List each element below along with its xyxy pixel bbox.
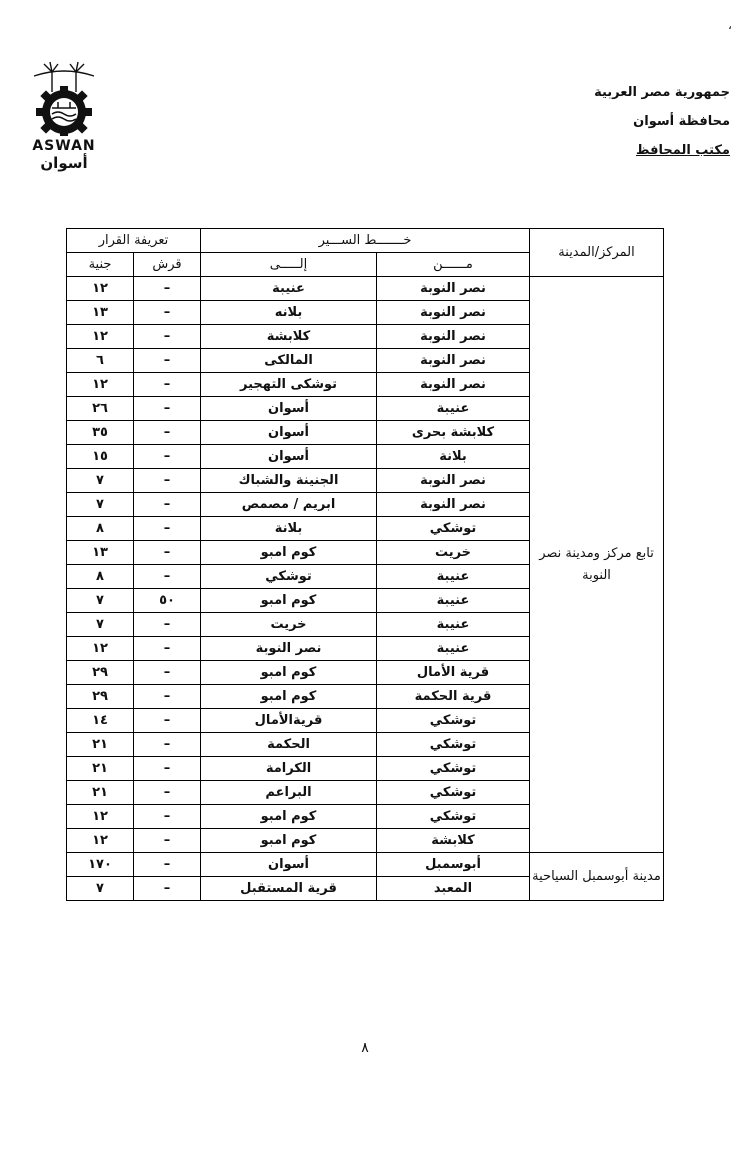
region-header: المركز/المدينة	[530, 229, 664, 277]
from-cell: عنيبة	[377, 397, 530, 421]
pounds-cell: ٢١	[67, 781, 134, 805]
pounds-cell: ١٢	[67, 805, 134, 829]
piastres-cell: –	[134, 877, 201, 901]
corner-mark: ،	[728, 18, 732, 32]
pounds-cell: ١٥	[67, 445, 134, 469]
pounds-cell: ١٤	[67, 709, 134, 733]
to-cell: كوم امبو	[201, 685, 377, 709]
piastres-cell: –	[134, 685, 201, 709]
from-cell: توشكي	[377, 733, 530, 757]
from-cell: توشكي	[377, 517, 530, 541]
piastres-cell: –	[134, 613, 201, 637]
to-cell: البراعم	[201, 781, 377, 805]
to-cell: كلابشة	[201, 325, 377, 349]
piastres-cell: –	[134, 349, 201, 373]
to-cell: أسوان	[201, 445, 377, 469]
piastres-cell: –	[134, 853, 201, 877]
pounds-cell: ١٣	[67, 301, 134, 325]
from-cell: توشكي	[377, 709, 530, 733]
piastres-cell: –	[134, 277, 201, 301]
from-cell: عنيبة	[377, 637, 530, 661]
pounds-cell: ٧	[67, 493, 134, 517]
from-cell: توشكي	[377, 805, 530, 829]
pounds-cell: ٢١	[67, 757, 134, 781]
to-cell: توشكي	[201, 565, 377, 589]
pounds-cell: ٧	[67, 613, 134, 637]
piastres-cell: –	[134, 733, 201, 757]
from-cell: نصر النوبة	[377, 325, 530, 349]
piastres-header: قرش	[134, 253, 201, 277]
to-cell: الحكمة	[201, 733, 377, 757]
office-label: مكتب المحافظ	[636, 143, 730, 158]
region-cell: مدينة أبوسمبل السياحية	[530, 853, 664, 901]
table-body	[67, 277, 664, 901]
pounds-cell: ٢٦	[67, 397, 134, 421]
pounds-cell: ٦	[67, 349, 134, 373]
document-header	[594, 78, 730, 165]
to-header: إلـــــى	[201, 253, 377, 277]
to-cell: عنيبة	[201, 277, 377, 301]
table-row	[67, 277, 664, 301]
to-cell: خريت	[201, 613, 377, 637]
from-cell: كلابشة	[377, 829, 530, 853]
to-cell: بلانه	[201, 301, 377, 325]
from-cell: توشكي	[377, 757, 530, 781]
pounds-cell: ٧	[67, 877, 134, 901]
to-cell: قرية المستقبل	[201, 877, 377, 901]
to-cell: كوم امبو	[201, 829, 377, 853]
pounds-cell: ٧	[67, 469, 134, 493]
from-cell: نصر النوبة	[377, 349, 530, 373]
piastres-cell: –	[134, 493, 201, 517]
from-cell: المعبد	[377, 877, 530, 901]
page-number: ٨	[361, 1040, 369, 1056]
pounds-cell: ٢١	[67, 733, 134, 757]
from-cell: نصر النوبة	[377, 301, 530, 325]
route-header: خـــــــط الســـير	[201, 229, 530, 253]
to-cell: أسوان	[201, 397, 377, 421]
to-cell: كوم امبو	[201, 541, 377, 565]
piastres-cell: –	[134, 469, 201, 493]
to-cell: كوم امبو	[201, 589, 377, 613]
from-header: مــــــن	[377, 253, 530, 277]
piastres-cell: –	[134, 445, 201, 469]
from-cell: بلانة	[377, 445, 530, 469]
pounds-cell: ١٢	[67, 277, 134, 301]
aswan-logo	[14, 58, 114, 176]
to-cell: توشكى التهجير	[201, 373, 377, 397]
pounds-cell: ١٧٠	[67, 853, 134, 877]
piastres-cell: –	[134, 805, 201, 829]
piastres-cell: –	[134, 637, 201, 661]
piastres-cell: –	[134, 781, 201, 805]
from-cell: نصر النوبة	[377, 373, 530, 397]
pounds-cell: ٨	[67, 565, 134, 589]
to-cell: كوم امبو	[201, 805, 377, 829]
region-cell: تابع مركز ومدينة نصر النوبة	[530, 277, 664, 853]
from-cell: عنيبة	[377, 565, 530, 589]
piastres-cell: –	[134, 301, 201, 325]
to-cell: ابريم / مصمص	[201, 493, 377, 517]
piastres-cell: –	[134, 757, 201, 781]
to-cell: كوم امبو	[201, 661, 377, 685]
gear-logo-icon	[14, 58, 114, 138]
piastres-cell: –	[134, 373, 201, 397]
pounds-cell: ٣٥	[67, 421, 134, 445]
to-cell: الجنينة والشباك	[201, 469, 377, 493]
pounds-cell: ٨	[67, 517, 134, 541]
logo-text-ar: أسوان	[40, 154, 88, 172]
pounds-cell: ٧	[67, 589, 134, 613]
from-cell: أبوسمبل	[377, 853, 530, 877]
pounds-cell: ٢٩	[67, 661, 134, 685]
piastres-cell: –	[134, 325, 201, 349]
piastres-cell: –	[134, 565, 201, 589]
from-cell: خريت	[377, 541, 530, 565]
table-row	[67, 853, 664, 877]
piastres-cell: –	[134, 397, 201, 421]
piastres-cell: –	[134, 661, 201, 685]
piastres-cell: –	[134, 829, 201, 853]
to-cell: أسوان	[201, 853, 377, 877]
pounds-cell: ١٢	[67, 637, 134, 661]
pounds-cell: ١٢	[67, 373, 134, 397]
pounds-header: جنية	[67, 253, 134, 277]
pounds-cell: ١٢	[67, 829, 134, 853]
pounds-cell: ٢٩	[67, 685, 134, 709]
logo-text-en: ASWAN	[32, 138, 96, 154]
from-cell: نصر النوبة	[377, 277, 530, 301]
pounds-cell: ١٣	[67, 541, 134, 565]
republic-label: جمهورية مصر العربية	[594, 85, 730, 100]
piastres-cell: –	[134, 517, 201, 541]
piastres-cell: ٥٠	[134, 589, 201, 613]
from-cell: عنيبة	[377, 613, 530, 637]
from-cell: عنيبة	[377, 589, 530, 613]
to-cell: بلانة	[201, 517, 377, 541]
governorate-label: محافظة أسوان	[633, 114, 730, 129]
from-cell: نصر النوبة	[377, 469, 530, 493]
from-cell: كلابشة بحرى	[377, 421, 530, 445]
from-cell: قرية الأمال	[377, 661, 530, 685]
to-cell: المالكى	[201, 349, 377, 373]
tariff-header: تعريفة القرار	[67, 229, 201, 253]
from-cell: قرية الحكمة	[377, 685, 530, 709]
piastres-cell: –	[134, 541, 201, 565]
piastres-cell: –	[134, 709, 201, 733]
piastres-cell: –	[134, 421, 201, 445]
from-cell: توشكي	[377, 781, 530, 805]
fare-table	[66, 228, 664, 901]
pounds-cell: ١٢	[67, 325, 134, 349]
from-cell: نصر النوبة	[377, 493, 530, 517]
to-cell: نصر النوبة	[201, 637, 377, 661]
to-cell: الكرامة	[201, 757, 377, 781]
to-cell: قريةالأمال	[201, 709, 377, 733]
to-cell: أسوان	[201, 421, 377, 445]
